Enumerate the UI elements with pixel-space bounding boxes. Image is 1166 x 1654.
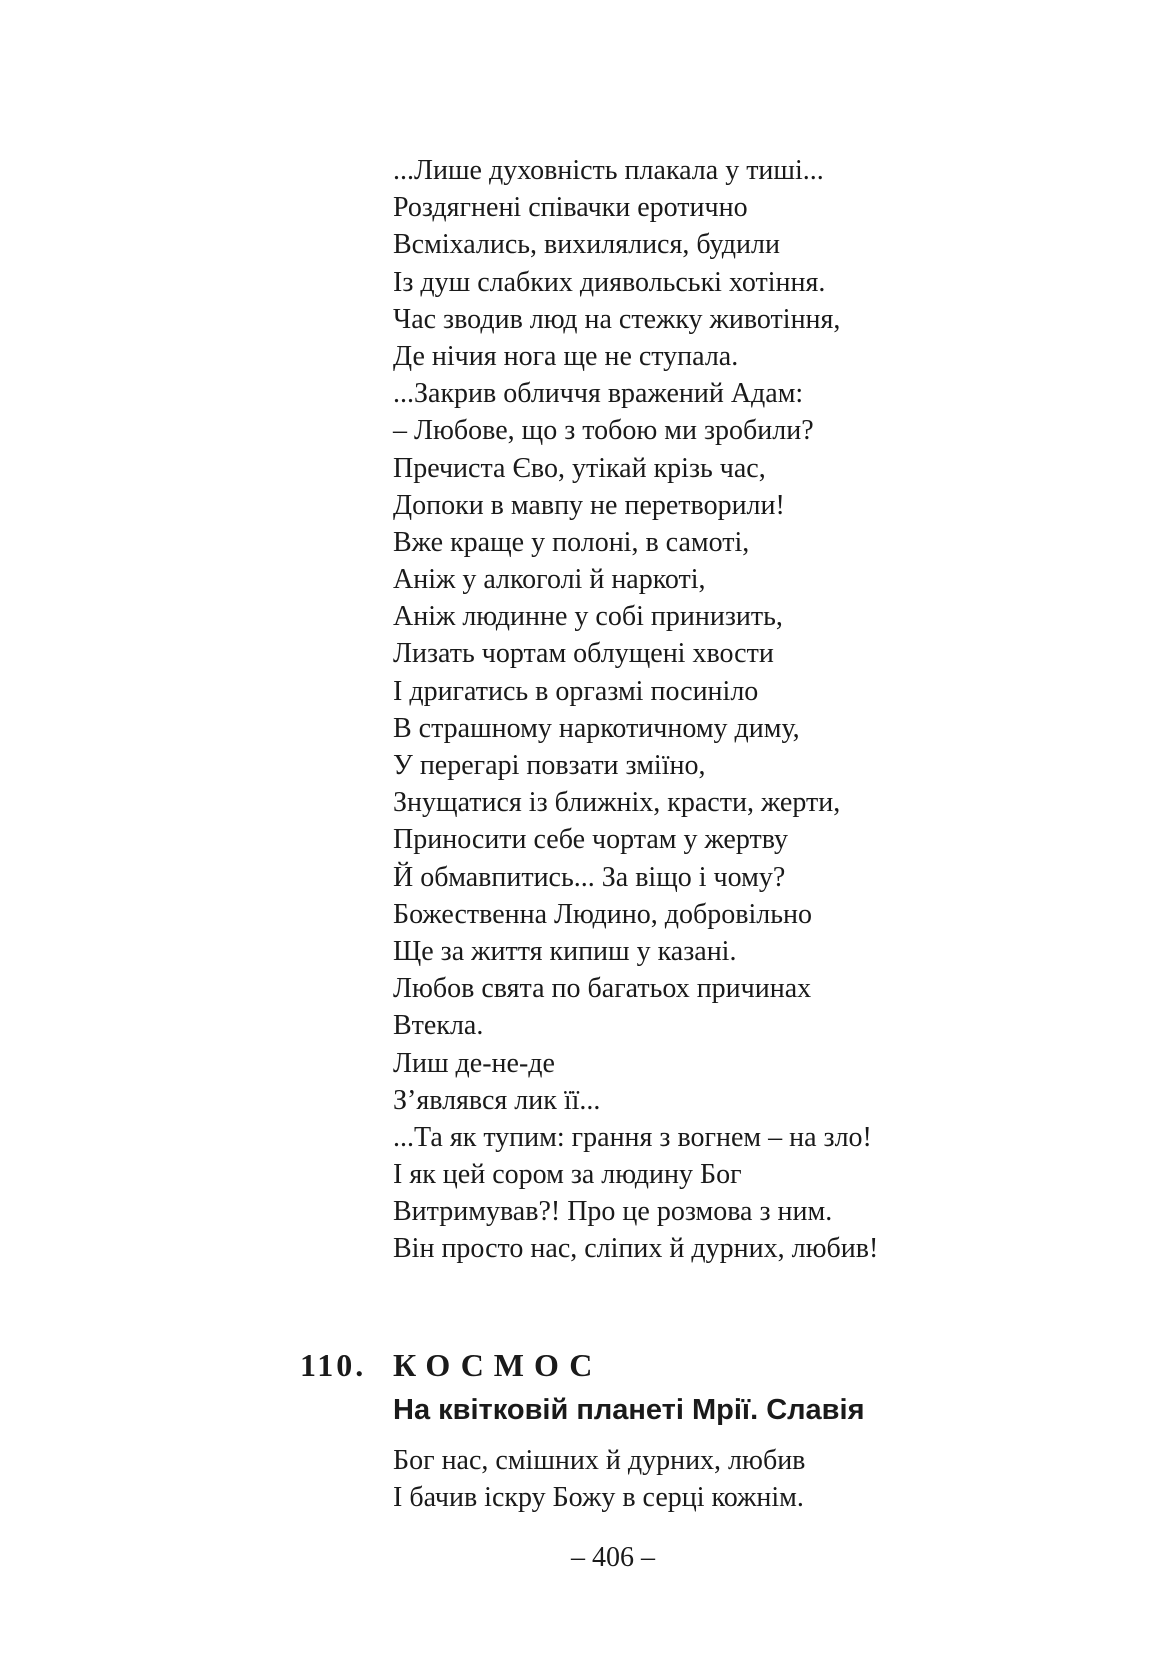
poem-line: Приносити себе чортам у жертву xyxy=(393,824,788,856)
poem-line: Де нічия нога ще не ступала. xyxy=(393,340,739,372)
section-title: КОСМОС xyxy=(393,1347,603,1383)
poem-line: Роздягнені співачки еротично xyxy=(393,192,748,224)
poem-line: Витримував?! Про це розмова з ним. xyxy=(393,1196,833,1228)
poem-line: Божественна Людино, добровільно xyxy=(393,898,812,930)
section-text xyxy=(393,1442,805,1516)
poem-line: Бог нас, смішних й дурних, любив xyxy=(393,1445,806,1476)
poem-line: З’являвся лик її... xyxy=(393,1084,601,1116)
section-subtitle: На квітковій планеті Мрії. Славія xyxy=(393,1394,865,1426)
page-number: – 406 – xyxy=(571,1542,655,1573)
poem-line: Лиш де-не-де xyxy=(393,1047,555,1079)
poem-line: Й обмавпитись... За віщо і чому? xyxy=(393,861,786,893)
poem-line: У перегарі повзати зміїно, xyxy=(393,750,706,781)
poem-line: Аніж у алкоголі й наркоті, xyxy=(393,564,706,596)
poem-line: Всміхались, вихилялися, будили xyxy=(393,229,780,261)
poem-line: ...Лише духовність плакала у тиші... xyxy=(393,155,824,186)
section-number: 110. xyxy=(300,1347,367,1383)
poem-line: ...Та як тупим: грання з вогнем – на зло! xyxy=(393,1121,872,1153)
poem-line: І як цей сором за людину Бог xyxy=(393,1159,742,1191)
poem-section-110 xyxy=(300,1340,1120,1514)
poem-line: Час зводив люд на стежку животіння, xyxy=(393,303,841,335)
poem-line: І бачив іскру Божу в серці кожнім. xyxy=(393,1482,804,1514)
poem-line: ...Закрив обличчя вражений Адам: xyxy=(393,378,804,410)
poem-line: Любов свята по багатьох причинах xyxy=(393,973,812,1005)
poem-line: Допоки в мавпу не перетворили! xyxy=(393,489,785,521)
poem-line: Із душ слабких диявольські хотіння. xyxy=(393,266,826,298)
poem-line: Ще за життя кипиш у казані. xyxy=(393,935,737,967)
poem-line: І дригатись в оргазмі посиніло xyxy=(393,675,759,707)
poem-line: Пречиста Єво, утікай крізь час, xyxy=(393,452,766,484)
poem-line: Аніж людинне у собі принизить, xyxy=(393,601,783,633)
poem-line: Він просто нас, сліпих й дурних, любив! xyxy=(393,1233,879,1265)
poem-line: Знущатися із ближніх, красти, жерти, xyxy=(393,787,841,819)
poem-line: Вже краще у полоні, в самоті, xyxy=(393,526,750,558)
poem-line: В страшному наркотичному диму, xyxy=(393,712,800,744)
poem-text xyxy=(393,152,1093,1268)
poem-line: Втекла. xyxy=(393,1010,484,1042)
poem-line: – Любове, що з тобою ми зробили? xyxy=(393,415,814,447)
poem-line: Лизать чортам облущені хвости xyxy=(393,638,774,670)
section-heading xyxy=(300,1340,1120,1392)
